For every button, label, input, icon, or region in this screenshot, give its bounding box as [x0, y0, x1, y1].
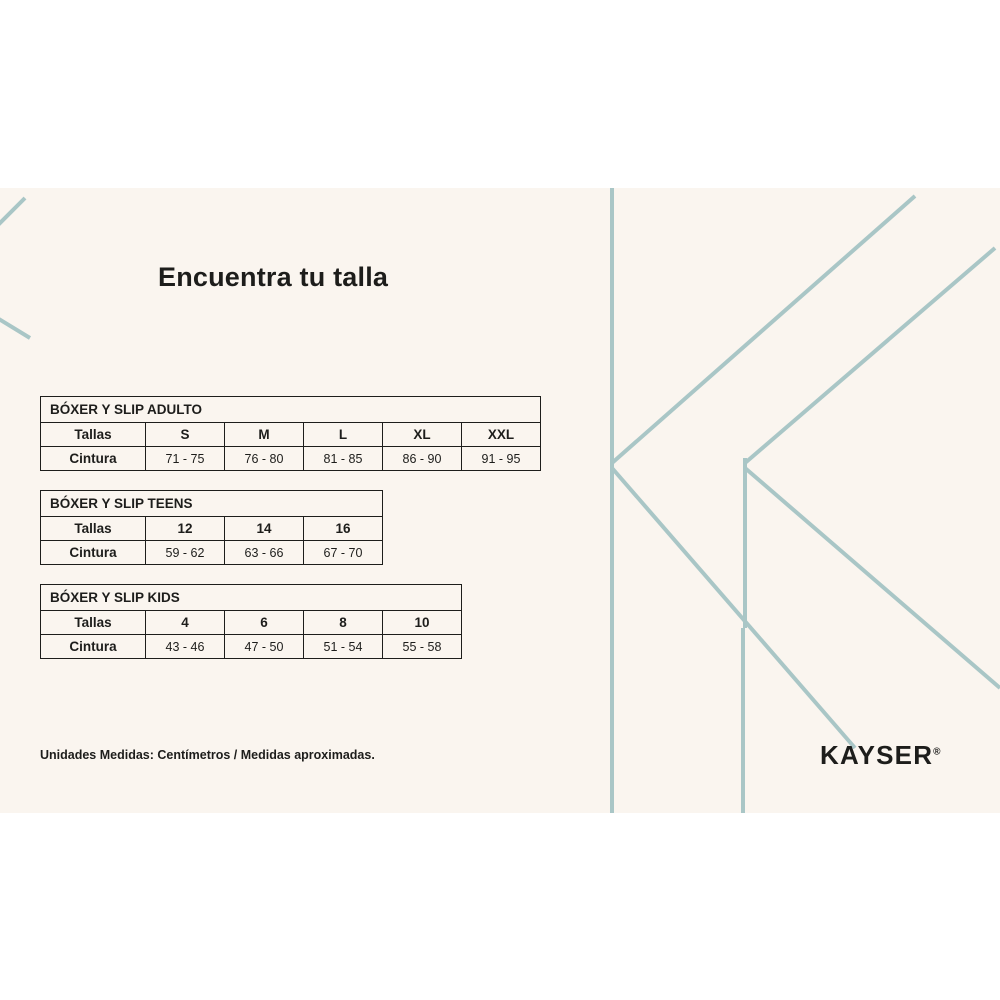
table-teens	[40, 490, 383, 565]
watermark-corner-icon	[40, 568, 42, 570]
cell: 4	[146, 611, 225, 635]
cell: 43 - 46	[146, 635, 225, 659]
page-title: Encuentra tu talla	[158, 262, 389, 292]
table-heading-row	[41, 585, 462, 611]
cell: XXL	[462, 423, 541, 447]
cell: 6	[225, 611, 304, 635]
table-heading: BÓXER Y SLIP ADULTO	[41, 397, 541, 423]
table-heading-row	[41, 491, 383, 517]
cell: 67 - 70	[304, 541, 383, 565]
cell: 12	[146, 517, 225, 541]
row-label: Tallas	[41, 517, 146, 541]
table-row	[41, 541, 383, 565]
brand-logo	[820, 740, 941, 771]
table-row	[41, 635, 462, 659]
cell: 47 - 50	[225, 635, 304, 659]
cell: XL	[383, 423, 462, 447]
units-note: Unidades Medidas: Centímetros / Medidas aproximadas.	[40, 748, 375, 762]
cell: 63 - 66	[225, 541, 304, 565]
cell: 51 - 54	[304, 635, 383, 659]
row-label: Tallas	[41, 611, 146, 635]
watermark-k-right-icon	[595, 188, 1000, 813]
table-row	[41, 517, 383, 541]
cell: 86 - 90	[383, 447, 462, 471]
brand-name: KAYSER	[820, 740, 934, 770]
registered-trademark-icon: ®	[933, 746, 941, 758]
cell: 59 - 62	[146, 541, 225, 565]
row-label: Cintura	[41, 447, 146, 471]
table-row	[41, 423, 541, 447]
row-label: Cintura	[41, 541, 146, 565]
cell: 10	[383, 611, 462, 635]
cell: 71 - 75	[146, 447, 225, 471]
table-kids	[40, 584, 462, 659]
cell: 8	[304, 611, 383, 635]
cell: 55 - 58	[383, 635, 462, 659]
cell: 16	[304, 517, 383, 541]
cell: 76 - 80	[225, 447, 304, 471]
cell: 14	[225, 517, 304, 541]
cell: 91 - 95	[462, 447, 541, 471]
table-heading: BÓXER Y SLIP KIDS	[41, 585, 462, 611]
watermark-k-left-icon	[0, 188, 120, 348]
table-adulto	[40, 396, 541, 471]
table-row	[41, 447, 541, 471]
table-row	[41, 611, 462, 635]
cell: M	[225, 423, 304, 447]
cell: L	[304, 423, 383, 447]
table-heading: BÓXER Y SLIP TEENS	[41, 491, 383, 517]
row-label: Cintura	[41, 635, 146, 659]
row-label: Tallas	[41, 423, 146, 447]
cell: S	[146, 423, 225, 447]
cell: 81 - 85	[304, 447, 383, 471]
table-heading-row	[41, 397, 541, 423]
